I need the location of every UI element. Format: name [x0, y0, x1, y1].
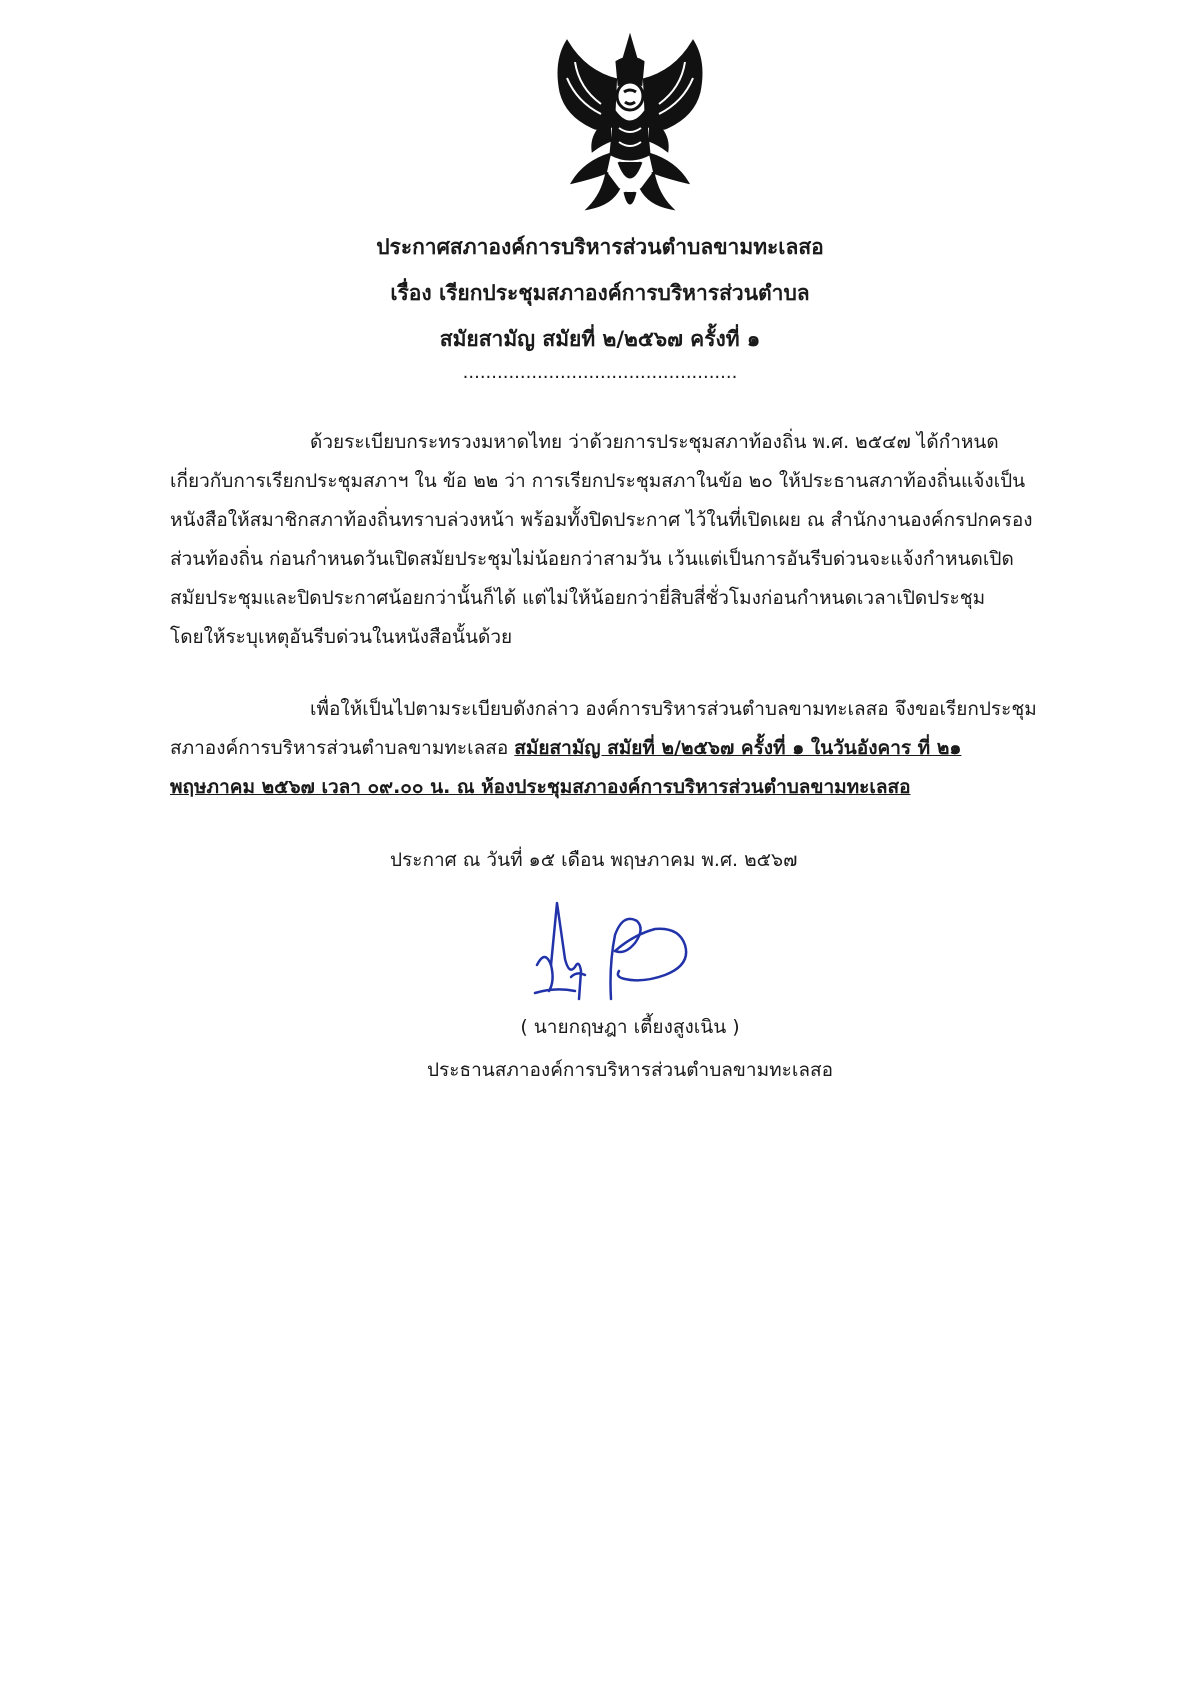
paragraph-line: [170, 768, 1094, 807]
paragraph-line: หนังสือให้สมาชิกสภาท้องถิ่นทราบล่วงหน้า พร้อมทั้งปิดประกาศ ไว้ในที่เปิดเผย ณ สำนักงานองค์กรปกครอง: [170, 509, 1033, 531]
paragraph-line: [170, 729, 1094, 768]
announcement-date: ประกาศ ณ วันที่ ๑๕ เดือน พฤษภาคม พ.ศ. ๒๕๖๗: [390, 849, 798, 871]
announcement-session: สมัยสามัญ สมัยที่ ๒/๒๕๖๗ ครั้งที่ ๑: [439, 327, 761, 351]
paragraph-line: ส่วนท้องถิ่น ก่อนกำหนดวันเปิดสมัยประชุมไม่น้อยกว่าสามวัน เว้นแต่เป็นการอันรีบด่วนจะแจ้งกำหนดเปิด: [170, 548, 1014, 570]
announcement-title: ประกาศสภาองค์การบริหารส่วนตำบลขามทะเลสอ: [376, 235, 824, 259]
garuda-emblem-icon: [545, 32, 715, 218]
paragraph-plain-text: สภาองค์การบริหารส่วนตำบลขามทะเลสอ: [170, 737, 515, 759]
signature-image: [515, 895, 710, 1010]
paragraph-line: เกี่ยวกับการเรียกประชุมสภาฯ ใน ข้อ ๒๒ ว่า การเรียกประชุมสภาในข้อ ๒๐ ให้ประธานสภาท้องถิ่นแจ้งเป็น: [170, 470, 1026, 492]
meeting-call-paragraph: [170, 690, 1094, 807]
paragraph-line: ด้วยระเบียบกระทรวงมหาดไทย ว่าด้วยการประชุมสภาท้องถิ่น พ.ศ. ๒๕๔๗ ได้กำหนด: [310, 431, 999, 453]
title-separator: ................................................: [462, 362, 738, 383]
paragraph-line: เพื่อให้เป็นไปตามระเบียบดังกล่าว องค์การบริหารส่วนตำบลขามทะเลสอ จึงขอเรียกประชุม: [310, 698, 1037, 720]
meeting-session-highlight: สมัยสามัญ สมัยที่ ๒/๒๕๖๗ ครั้งที่ ๑ ในวันอังคาร ที่ ๒๑: [514, 737, 962, 759]
regulation-paragraph: [170, 423, 1094, 657]
signer-name: ( นายกฤษฎา เตี้ยงสูงเนิน ): [520, 1016, 740, 1038]
paragraph-line: โดยให้ระบุเหตุอันรีบด่วนในหนังสือนั้นด้วย: [170, 626, 513, 648]
meeting-date-location-highlight: พฤษภาคม ๒๕๖๗ เวลา ๐๙.๐๐ น. ณ ห้องประชุมสภาองค์การบริหารส่วนตำบลขามทะเลสอ: [170, 776, 911, 798]
paragraph-line: สมัยประชุมและปิดประกาศน้อยกว่านั้นก็ได้ แต่ไม่ให้น้อยกว่ายี่สิบสี่ชั่วโมงก่อนกำหนดเวลาเปิดประชุม: [170, 587, 986, 609]
signer-title: ประธานสภาองค์การบริหารส่วนตำบลขามทะเลสอ: [427, 1059, 833, 1081]
announcement-subject: เรื่อง เรียกประชุมสภาองค์การบริหารส่วนตำบล: [390, 281, 810, 305]
